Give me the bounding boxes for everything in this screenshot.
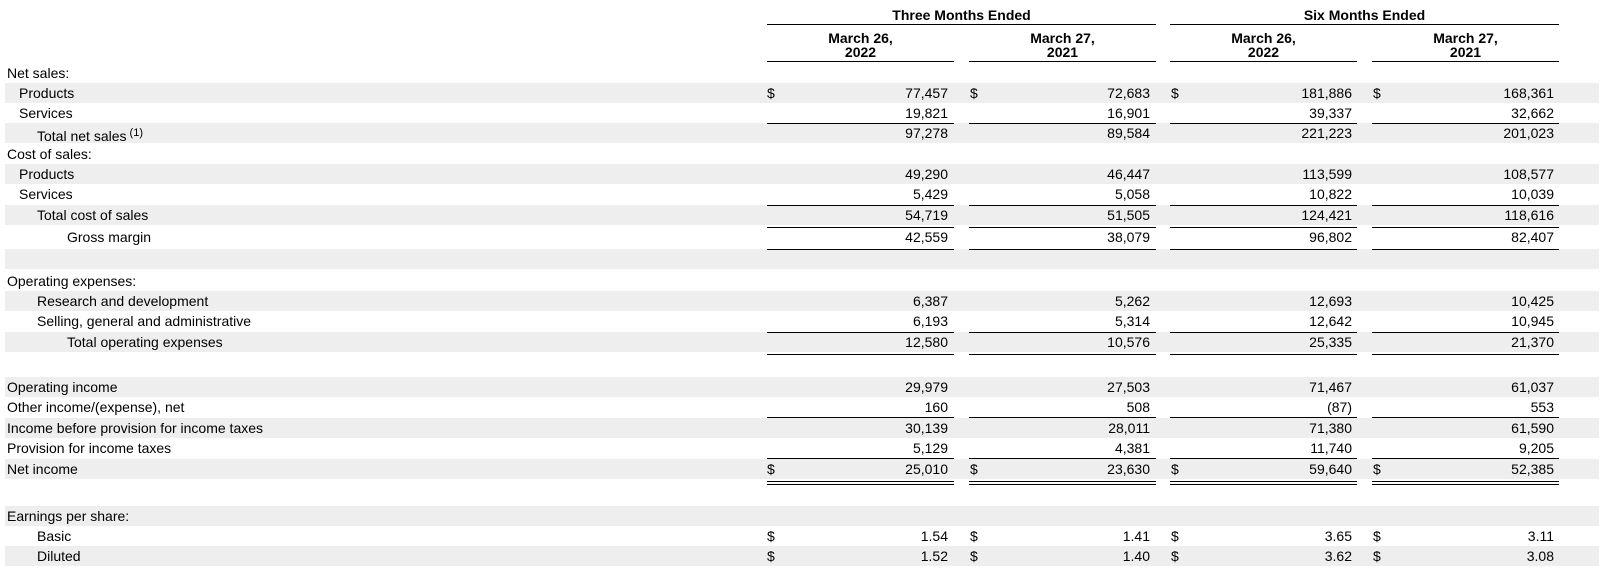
value-cell: 28,011 [1108, 420, 1150, 436]
value-cell: 5,314 [1114, 313, 1150, 329]
row-label: Gross margin [67, 229, 152, 245]
total-rule [1372, 332, 1559, 333]
header-underline [1372, 61, 1559, 62]
table-row [5, 397, 1599, 417]
column-header-year: 2021 [1449, 44, 1482, 60]
row-label: Income before provision for income taxes [7, 420, 264, 436]
table-row [5, 526, 1599, 546]
table-row [5, 103, 1599, 123]
value-cell: 51,505 [1107, 207, 1150, 223]
table-row [5, 311, 1599, 331]
double-rule [1372, 481, 1559, 485]
total-rule [969, 332, 1156, 333]
table-row [5, 377, 1599, 397]
value-cell: 32,662 [1511, 105, 1554, 121]
column-header-date: March 27, [1030, 30, 1095, 46]
value-cell: 19,821 [905, 105, 948, 121]
value-cell: 89,584 [1107, 125, 1150, 141]
value-cell: 3.08 [1526, 548, 1554, 564]
table-row [5, 184, 1599, 204]
column-header [1170, 31, 1357, 59]
total-rule [767, 354, 954, 355]
column-header-year: 2021 [1046, 44, 1079, 60]
header-six-months: Six Months Ended [1170, 8, 1559, 25]
column-header-year: 2022 [844, 44, 877, 60]
total-rule [1170, 205, 1357, 206]
value-cell: 27,503 [1107, 379, 1150, 395]
table-row [5, 291, 1599, 311]
column-header-date: March 26, [828, 30, 893, 46]
total-rule [1170, 458, 1357, 459]
table-row [5, 506, 1599, 526]
row-label: Total operating expenses [67, 334, 223, 350]
value-cell: 553 [1530, 399, 1554, 415]
row-label: Basic [37, 528, 72, 544]
value-cell: (87) [1327, 399, 1352, 415]
row-label: Provision for income taxes [7, 440, 172, 456]
column-header-year: 2022 [1247, 44, 1280, 60]
currency-symbol: $ [970, 85, 978, 101]
value-cell: 160 [924, 399, 948, 415]
column-header [969, 31, 1156, 59]
double-rule [767, 481, 954, 485]
total-rule [1372, 354, 1559, 355]
column-header [1372, 31, 1559, 59]
value-cell: 71,380 [1309, 420, 1352, 436]
value-cell: 201,023 [1503, 125, 1554, 141]
value-cell: 11,740 [1310, 440, 1352, 456]
total-rule [969, 123, 1156, 124]
value-cell: 10,576 [1107, 334, 1150, 350]
total-rule [767, 417, 954, 418]
table-row [5, 63, 1599, 83]
table-row [5, 123, 1599, 143]
row-label: Products [19, 85, 75, 101]
table-row [5, 83, 1599, 103]
row-label: Net sales: [7, 65, 70, 81]
value-cell: 1.41 [1122, 528, 1150, 544]
row-label: Products [19, 166, 75, 182]
total-rule [1170, 249, 1357, 250]
row-label: Cost of sales: [7, 146, 92, 162]
currency-symbol: $ [767, 528, 775, 544]
value-cell: 6,193 [912, 313, 948, 329]
value-cell: 221,223 [1301, 125, 1352, 141]
value-cell: 46,447 [1107, 166, 1150, 182]
total-rule [1372, 249, 1559, 250]
double-rule [1170, 481, 1357, 485]
value-cell: 6,387 [912, 293, 948, 309]
column-header-date: March 26, [1231, 30, 1296, 46]
table-row [5, 546, 1599, 566]
total-rule [767, 227, 954, 228]
row-label: Net income [7, 461, 78, 477]
total-rule [1170, 123, 1357, 124]
value-cell: 1.40 [1122, 548, 1150, 564]
value-cell: 10,039 [1511, 186, 1554, 202]
value-cell: 23,630 [1107, 461, 1150, 477]
value-cell: 82,407 [1511, 229, 1554, 245]
value-cell: 108,577 [1503, 166, 1554, 182]
value-cell: 124,421 [1301, 207, 1352, 223]
value-cell: 61,037 [1511, 379, 1554, 395]
table-row [5, 205, 1599, 225]
total-rule [1170, 354, 1357, 355]
value-cell: 54,719 [905, 207, 948, 223]
total-rule [1372, 227, 1559, 228]
currency-symbol: $ [767, 461, 775, 477]
row-label: Diluted [37, 548, 81, 564]
value-cell: 1.54 [920, 528, 948, 544]
value-cell: 30,139 [905, 420, 948, 436]
value-cell: 113,599 [1302, 166, 1352, 182]
header-three-months: Three Months Ended [767, 8, 1156, 25]
row-label: Operating expenses: [7, 273, 137, 289]
value-cell: 118,616 [1504, 207, 1554, 223]
total-rule [767, 458, 954, 459]
header-underline [969, 61, 1156, 62]
table-row [5, 459, 1599, 479]
value-cell: 16,901 [1107, 105, 1150, 121]
total-rule [1170, 332, 1357, 333]
total-rule [969, 249, 1156, 250]
currency-symbol: $ [970, 548, 978, 564]
header-underline [1170, 61, 1357, 62]
value-cell: 52,385 [1511, 461, 1554, 477]
total-rule [1372, 417, 1559, 418]
value-cell: 4,381 [1114, 440, 1150, 456]
value-cell: 38,079 [1107, 229, 1150, 245]
total-rule [1170, 417, 1357, 418]
value-cell: 71,467 [1309, 379, 1352, 395]
row-label: Research and development [37, 293, 209, 309]
total-rule [1170, 227, 1357, 228]
currency-symbol: $ [1171, 528, 1179, 544]
currency-symbol: $ [767, 548, 775, 564]
value-cell: 39,337 [1309, 105, 1352, 121]
value-cell: 3.62 [1324, 548, 1352, 564]
value-cell: 12,693 [1309, 293, 1352, 309]
total-rule [767, 123, 954, 124]
table-row [5, 227, 1599, 247]
currency-symbol: $ [1171, 548, 1179, 564]
currency-symbol: $ [1171, 461, 1179, 477]
table-row [5, 144, 1599, 164]
row-label: Total cost of sales [37, 207, 149, 223]
total-rule [1372, 458, 1559, 459]
row-label: Services [19, 105, 73, 121]
value-cell: 3.65 [1324, 528, 1352, 544]
value-cell: 42,559 [905, 229, 948, 245]
value-cell: 77,457 [905, 85, 948, 101]
currency-symbol: $ [767, 85, 775, 101]
currency-symbol: $ [970, 528, 978, 544]
value-cell: 29,979 [905, 379, 948, 395]
row-label: Selling, general and administrative [37, 313, 252, 329]
value-cell: 5,058 [1114, 186, 1150, 202]
value-cell: 49,290 [905, 166, 948, 182]
total-rule [767, 205, 954, 206]
table-row [5, 271, 1599, 291]
footnote-marker: (1) [126, 127, 143, 139]
double-rule [969, 481, 1156, 485]
header-underline [767, 61, 954, 62]
value-cell: 10,945 [1511, 313, 1554, 329]
total-rule [969, 205, 1156, 206]
currency-symbol: $ [970, 461, 978, 477]
value-cell: 61,590 [1511, 420, 1554, 436]
column-header [767, 31, 954, 59]
value-cell: 12,642 [1309, 313, 1352, 329]
total-rule [767, 249, 954, 250]
currency-symbol: $ [1373, 461, 1381, 477]
value-cell: 3.11 [1527, 528, 1554, 544]
value-cell: 12,580 [905, 334, 948, 350]
table-row [5, 438, 1599, 458]
value-cell: 1.52 [920, 548, 948, 564]
value-cell: 21,370 [1511, 334, 1554, 350]
value-cell: 5,262 [1114, 293, 1150, 309]
value-cell: 9,205 [1518, 440, 1554, 456]
value-cell: 5,129 [912, 440, 948, 456]
row-label: Operating income [7, 379, 118, 395]
value-cell: 96,802 [1309, 229, 1352, 245]
value-cell: 97,278 [905, 125, 948, 141]
row-label: Total net sales $^{(1)}$ [37, 127, 143, 144]
row-label: Services [19, 186, 73, 202]
currency-symbol: $ [1373, 528, 1381, 544]
value-cell: 59,640 [1309, 461, 1352, 477]
table-row [5, 249, 1599, 269]
value-cell: 181,886 [1301, 85, 1352, 101]
total-rule [969, 354, 1156, 355]
column-header-date: March 27, [1433, 30, 1498, 46]
currency-symbol: $ [1373, 85, 1381, 101]
total-rule [969, 417, 1156, 418]
table-row [5, 418, 1599, 438]
value-cell: 10,425 [1511, 293, 1554, 309]
currency-symbol: $ [1171, 85, 1179, 101]
total-rule [1372, 123, 1559, 124]
value-cell: 168,361 [1503, 85, 1554, 101]
total-rule [969, 458, 1156, 459]
value-cell: 25,335 [1309, 334, 1352, 350]
value-cell: 72,683 [1107, 85, 1150, 101]
value-cell: 5,429 [912, 186, 948, 202]
value-cell: 508 [1126, 399, 1150, 415]
value-cell: 10,822 [1309, 186, 1352, 202]
currency-symbol: $ [1373, 548, 1381, 564]
row-label: Earnings per share: [7, 508, 130, 524]
total-rule [969, 227, 1156, 228]
table-row [5, 332, 1599, 352]
row-label: Other income/(expense), net [7, 399, 185, 415]
total-rule [1372, 205, 1559, 206]
value-cell: 25,010 [905, 461, 948, 477]
table-row [5, 164, 1599, 184]
total-rule [767, 332, 954, 333]
